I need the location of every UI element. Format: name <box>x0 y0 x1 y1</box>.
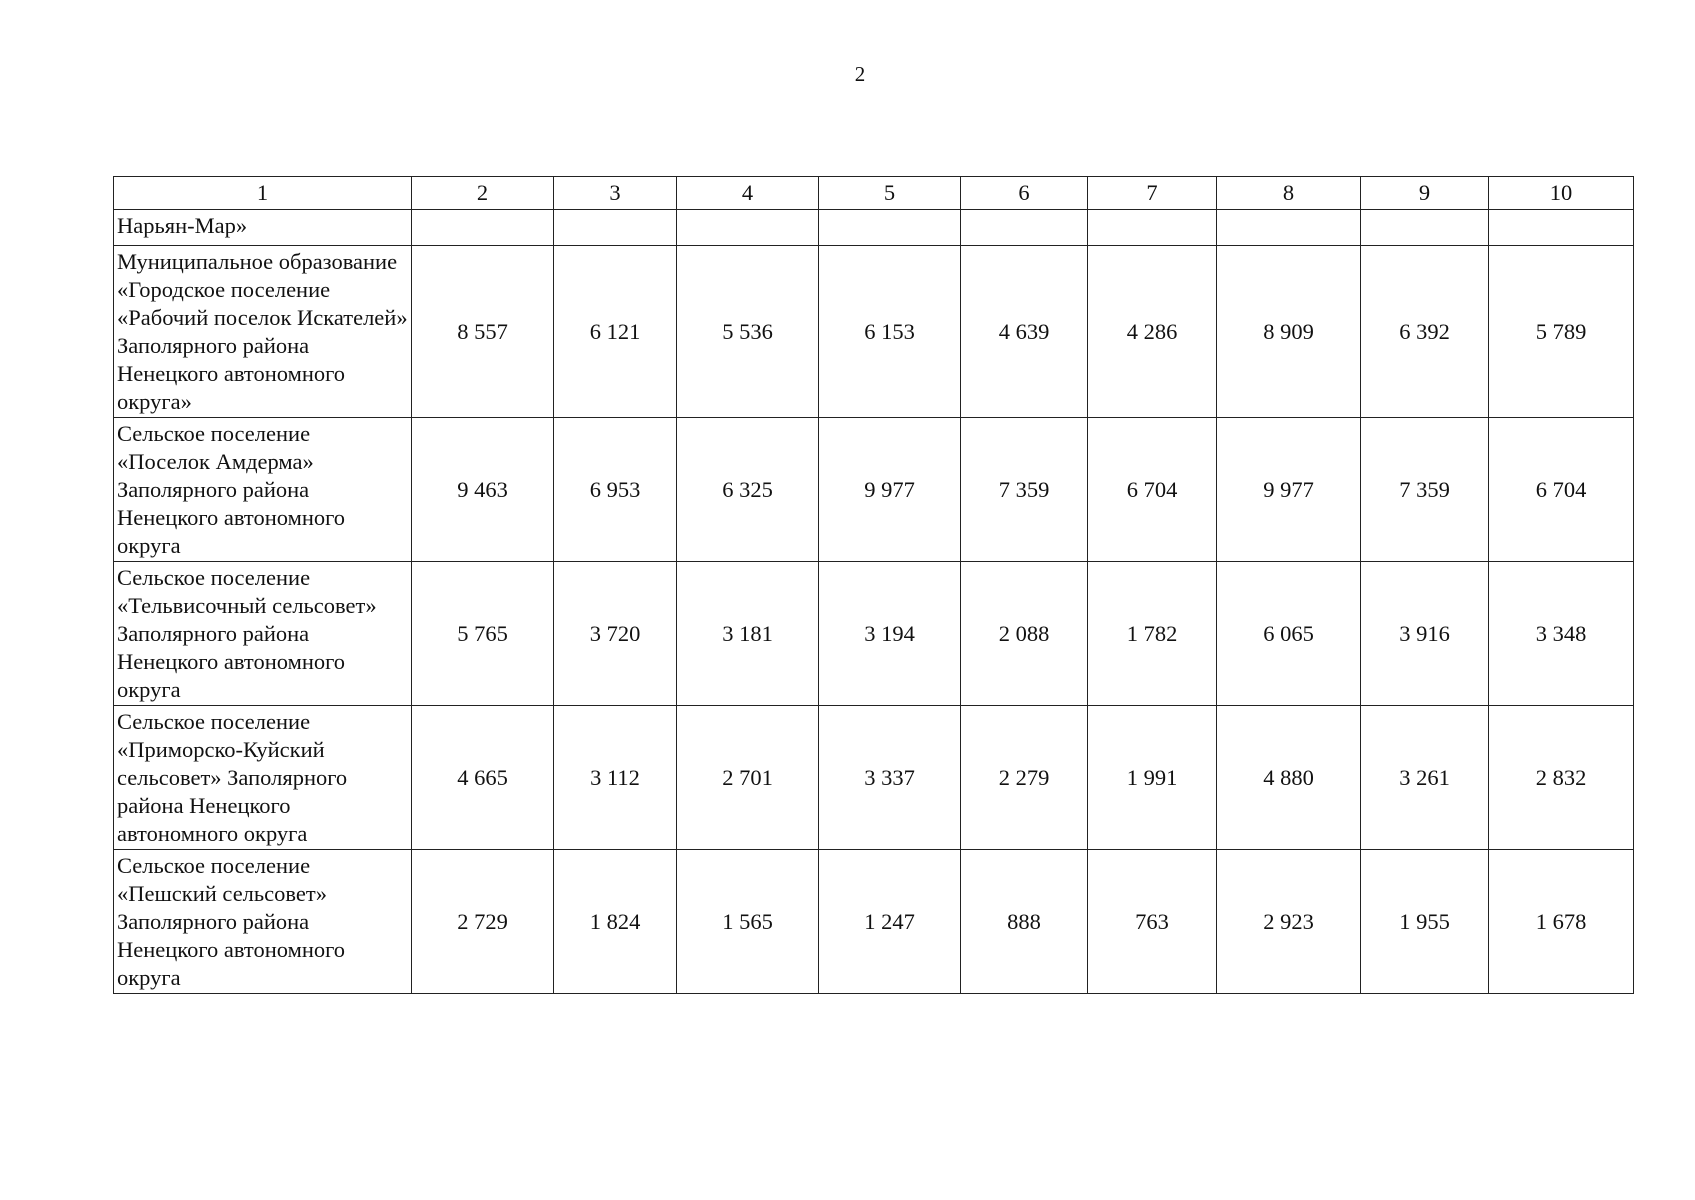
value-cell: 4 665 <box>412 706 554 850</box>
value-cell: 3 348 <box>1489 562 1634 706</box>
data-table <box>113 176 1634 994</box>
value-cell: 2 088 <box>961 562 1088 706</box>
empty-cell <box>1361 210 1489 246</box>
value-cell: 9 977 <box>1217 418 1361 562</box>
value-cell: 1 955 <box>1361 850 1489 994</box>
value-cell: 2 279 <box>961 706 1088 850</box>
value-cell: 4 286 <box>1088 246 1217 418</box>
value-cell: 4 639 <box>961 246 1088 418</box>
value-cell: 3 181 <box>677 562 819 706</box>
header-cell: 1 <box>114 177 412 210</box>
value-cell: 6 153 <box>819 246 961 418</box>
header-cell: 7 <box>1088 177 1217 210</box>
value-cell: 2 923 <box>1217 850 1361 994</box>
value-cell: 1 782 <box>1088 562 1217 706</box>
value-cell: 3 112 <box>554 706 677 850</box>
value-cell: 2 729 <box>412 850 554 994</box>
value-cell: 1 991 <box>1088 706 1217 850</box>
value-cell: 888 <box>961 850 1088 994</box>
settlement-name-cell: Сельское поселение «Поселок Амдерма» Заполярного района Ненецкого автономного округа <box>114 418 412 562</box>
table-row <box>114 246 1634 418</box>
value-cell: 6 121 <box>554 246 677 418</box>
table-row <box>114 706 1634 850</box>
settlement-name-cell: Муниципальное образование «Городское поселение «Рабочий поселок Искателей» Заполярного района Ненецкого автономного округа» <box>114 246 412 418</box>
value-cell: 1 247 <box>819 850 961 994</box>
value-cell: 3 194 <box>819 562 961 706</box>
header-cell: 4 <box>677 177 819 210</box>
table-row <box>114 850 1634 994</box>
empty-cell <box>1088 210 1217 246</box>
empty-cell <box>554 210 677 246</box>
empty-cell <box>412 210 554 246</box>
value-cell: 1 678 <box>1489 850 1634 994</box>
value-cell: 6 392 <box>1361 246 1489 418</box>
value-cell: 5 789 <box>1489 246 1634 418</box>
value-cell: 3 720 <box>554 562 677 706</box>
empty-cell <box>1217 210 1361 246</box>
empty-cell <box>1489 210 1634 246</box>
value-cell: 8 557 <box>412 246 554 418</box>
value-cell: 1 824 <box>554 850 677 994</box>
empty-cell <box>819 210 961 246</box>
value-cell: 3 261 <box>1361 706 1489 850</box>
value-cell: 5 765 <box>412 562 554 706</box>
value-cell: 2 832 <box>1489 706 1634 850</box>
value-cell: 6 704 <box>1489 418 1634 562</box>
header-cell: 3 <box>554 177 677 210</box>
empty-cell <box>961 210 1088 246</box>
value-cell: 3 916 <box>1361 562 1489 706</box>
value-cell: 6 953 <box>554 418 677 562</box>
header-cell: 9 <box>1361 177 1489 210</box>
table-row <box>114 562 1634 706</box>
value-cell: 4 880 <box>1217 706 1361 850</box>
header-cell: 8 <box>1217 177 1361 210</box>
continuation-name-cell: Нарьян-Мар» <box>114 210 412 246</box>
page-number: 2 <box>854 62 866 86</box>
value-cell: 9 977 <box>819 418 961 562</box>
settlement-name-cell: Сельское поселение «Тельвисочный сельсовет» Заполярного района Ненецкого автономного округа <box>114 562 412 706</box>
header-cell: 10 <box>1489 177 1634 210</box>
value-cell: 3 337 <box>819 706 961 850</box>
value-cell: 1 565 <box>677 850 819 994</box>
header-cell: 6 <box>961 177 1088 210</box>
value-cell: 9 463 <box>412 418 554 562</box>
value-cell: 6 325 <box>677 418 819 562</box>
settlement-name-cell: Сельское поселение «Пешский сельсовет» Заполярного района Ненецкого автономного округа <box>114 850 412 994</box>
value-cell: 6 704 <box>1088 418 1217 562</box>
value-cell: 763 <box>1088 850 1217 994</box>
empty-cell <box>677 210 819 246</box>
settlement-name-cell: Сельское поселение «Приморско-Куйский сельсовет» Заполярного района Ненецкого автономного округа <box>114 706 412 850</box>
header-row <box>114 177 1634 210</box>
value-cell: 6 065 <box>1217 562 1361 706</box>
table-row <box>114 418 1634 562</box>
continuation-row <box>114 210 1634 246</box>
value-cell: 2 701 <box>677 706 819 850</box>
value-cell: 8 909 <box>1217 246 1361 418</box>
header-cell: 5 <box>819 177 961 210</box>
value-cell: 5 536 <box>677 246 819 418</box>
header-cell: 2 <box>412 177 554 210</box>
value-cell: 7 359 <box>961 418 1088 562</box>
value-cell: 7 359 <box>1361 418 1489 562</box>
